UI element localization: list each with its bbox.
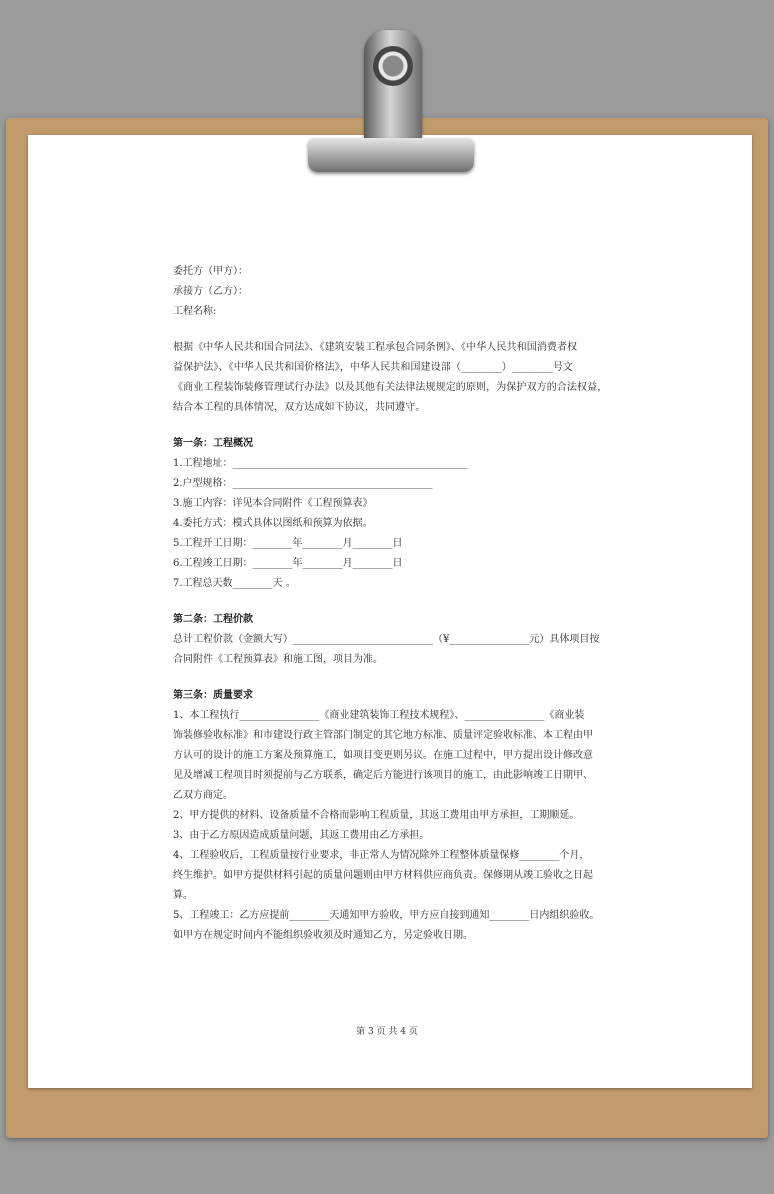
contractor-line: 承接方（乙方）： [173, 286, 248, 297]
article3-line: 1、本工程执行________________《商业建筑装饰工程技术规程》、________________《商业装 [173, 710, 585, 721]
article2-line: 合同附件《工程预算表》和施工图，项目为准。 [173, 654, 383, 665]
article1-item: 1.工程地址：_______________________________________________ [173, 458, 468, 469]
article1-item: 5.工程开工日期：________年________月________日 [173, 538, 403, 549]
article2-line: 总计工程价款（金额大写）____________________________（¥________________元）具体项目按 [173, 634, 600, 645]
intro-line: 结合本工程的具体情况，双方达成如下协议，共同遵守。 [173, 402, 426, 413]
article3-line: 5、工程竣工：乙方应提前________天通知甲方验收，甲方应自接到通知________日内组织验收。 [173, 910, 600, 921]
article3-line: 4、工程验收后，工程质量按行业要求，非正常人为情况除外工程整体质量保修________个月， [173, 850, 590, 861]
article3-line: 终生维护。如甲方提供材料引起的质量问题则由甲方材料供应商负责。保修期从竣工验收之日起 [173, 870, 593, 881]
article3-line: 乙双方商定。 [173, 790, 233, 801]
intro-line: 益保护法》、《中华人民共和国价格法》，中华人民共和国建设部（________）________号文 [173, 362, 573, 373]
article3-line: 方认可的设计的施工方案及预算施工，如项目变更则另议。在施工过程中，甲方提出设计修改意 [173, 750, 593, 761]
article1-item: 3.施工内容：详见本合同附件《工程预算表》 [173, 498, 373, 509]
article3-title: 第三条：质量要求 [173, 690, 253, 701]
article1-item: 7.工程总天数________天 。 [173, 578, 296, 589]
article1-item: 2.户型规格：________________________________________ [173, 478, 433, 489]
project-name-line: 工程名称: [173, 306, 217, 317]
article3-line: 算。 [173, 890, 193, 901]
intro-line: 《商业工程装饰装修管理试行办法》以及其他有关法律法规规定的原则，为保护双方的合法权益， [173, 382, 608, 393]
page-number: 第 3 页 共 4 页 [356, 1027, 418, 1037]
article3-line: 见及增减工程项目时须提前与乙方联系，确定后方能进行该项目的施工，由此影响竣工日期甲、 [173, 770, 593, 781]
article3-line: 饰装修验收标准》和市建设行政主管部门制定的其它地方标准、质量评定验收标准、本工程由甲 [173, 730, 593, 741]
clip-base [308, 138, 474, 172]
article3-line: 3、由于乙方原因造成质量问题，其返工费用由乙方承担。 [173, 830, 430, 841]
article3-line: 2、甲方提供的材料、设备质量不合格而影响工程质量，其返工费用由甲方承担，工期顺延。 [173, 810, 580, 821]
intro-paragraph [173, 338, 613, 418]
client-line: 委托方（甲方）： [173, 266, 248, 277]
article1-item: 4.委托方式：模式具体以图纸和预算为依据。 [173, 518, 373, 529]
intro-line: 根据《中华人民共和国合同法》、《建筑安装工程承包合同条例》、《中华人民共和国消费者权 [173, 342, 578, 353]
article1-item: 6.工程竣工日期：________年________月________日 [173, 558, 403, 569]
document-body [173, 262, 613, 946]
article2-title: 第二条：工程价款 [173, 614, 253, 625]
article1-title: 第一条：工程概况 [173, 438, 253, 449]
clip-rivet-icon [373, 46, 413, 86]
article3-line: 如甲方在规定时间内不能组织验收须及时通知乙方，另定验收日期。 [173, 930, 473, 941]
